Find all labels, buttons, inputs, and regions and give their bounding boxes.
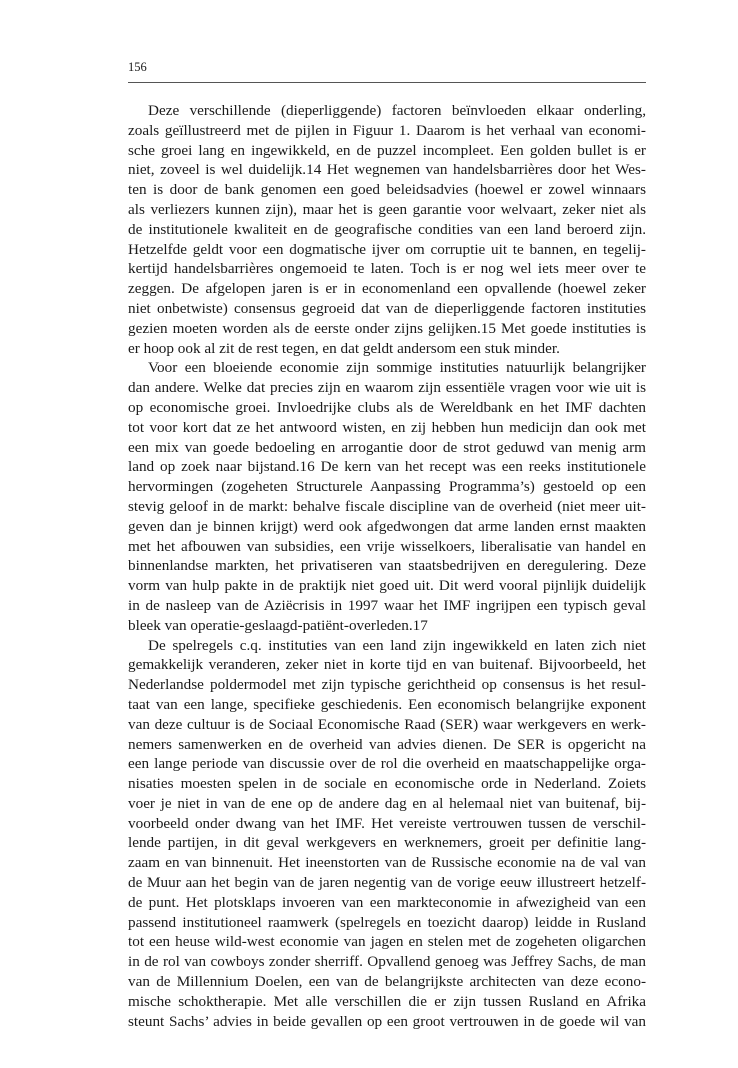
text-line: van de Millennium Doelen, een van de belangrijkste architecten van deze econo- <box>128 973 646 991</box>
text-line: een mix van goede bedoeling en arrogantie door de strot geduwd van menig arm <box>128 438 646 456</box>
text-line: nemers samenwerken en de overheid van advies dienen. De SER is opgericht na <box>128 735 646 753</box>
text-line: tot een heuse wild-west economie van jagen en stelen met de zogeheten oligarchen <box>128 933 646 951</box>
text-line: voer je niet in van de ene op de andere dag en al helemaal niet van buitenaf, bij- <box>128 794 646 812</box>
header-rule <box>128 82 646 83</box>
text-line: zeggen. De afgelopen jaren is er in economenland een opvallende (hoewel zeker <box>128 280 646 298</box>
text-line: er hoop ook al zit de rest tegen, en dat geldt andersom een stuk minder. <box>128 339 560 357</box>
text-line: in de nasleep van de Aziëcrisis in 1997 waar het IMF ingrijpen een typisch geval <box>128 596 646 614</box>
text-line: voorbeeld onder dwang van het IMF. Het vereiste vertrouwen tussen de verschil- <box>128 814 646 832</box>
text-line: niet, zoveel is wel duidelijk.14 Het wegnemen van handelsbarrières door het Wes- <box>128 161 646 179</box>
text-line: De spelregels c.q. instituties van een land zijn ingewikkeld en laten zich niet <box>148 636 646 654</box>
text-line: nisaties moesten spelen in de sociale en economische orde in Nederland. Zoiets <box>128 775 646 793</box>
text-line: gezien moeten worden als de eerste onder zijns gelijken.15 Met goede instituties is <box>128 319 646 337</box>
text-line: de punt. Het plotsklaps invoeren van een markteconomie in afwezigheid van een <box>128 893 646 911</box>
text-line: geven dan je binnen krijgt) werd ook afgedwongen dat arme landen ernst maakten <box>128 517 646 535</box>
text-line: vorm van hulp pakte in de praktijk niet goed uit. Dit werd vooral pijnlijk duidelijk <box>128 577 646 595</box>
text-line: dan andere. Welke dat precies zijn en waarom zijn essentiële vragen voor wie uit is <box>128 379 646 397</box>
text-line: van deze cultuur is de Sociaal Economische Raad (SER) waar werkgevers en werk- <box>128 715 646 733</box>
text-line: binnenlandse markten, het privatiseren van staatsbedrijven en deregulering. Deze <box>128 557 646 575</box>
text-line: de institutionele kwaliteit en de geografische condities van een land beroerd zijn. <box>128 220 646 238</box>
text-line: Hetzelfde geldt voor een dogmatische ijver om corruptie uit te bannen, en tegelij- <box>128 240 646 258</box>
text-line: sche groei lang en ingewikkeld, en de puzzel incompleet. Een golden bullet is er <box>128 141 646 159</box>
text-line: hervormingen (zogeheten Structurele Aanpassing Programma’s) gestoeld op een <box>128 478 646 496</box>
text-line: ten is door de bank genomen een goed beleidsadvies (hoewel er zowel winnaars <box>128 181 646 199</box>
text-line: stevig geloof in de markt: behalve fiscale discipline van de overheid (niet meer uit- <box>128 497 646 515</box>
text-line: als verliezers kunnen zijn), maar het is geen garantie voor welvaart, zeker niet als <box>128 200 646 218</box>
text-line: op economische groei. Invloedrijke clubs als de Wereldbank en het IMF dachten <box>128 398 646 416</box>
text-line: taat van een lange, specifieke geschiedenis. Een economisch belangrijke exponent <box>128 695 646 713</box>
text-line: zaam en van binnenuit. Het ineenstorten van de Russische economie na de val van <box>128 854 646 872</box>
text-line: niet onbetwiste) consensus gegroeid dat van de dieperliggende factoren instituties <box>128 299 646 317</box>
body-text <box>128 101 646 1031</box>
text-line: gemakkelijk veranderen, zeker niet in korte tijd en van buitenaf. Bijvoorbeeld, het <box>128 656 646 674</box>
text-line: zoals geïllustreerd met de pijlen in Figuur 1. Daarom is het verhaal van economi- <box>128 121 646 139</box>
text-line: lende partijen, in dit geval werkgevers en werknemers, groeit per definitie lang- <box>128 834 646 852</box>
text-line: tot voor kort dat ze het antwoord wisten, en zij hebben hun medicijn dan ook met <box>128 418 646 436</box>
text-line: Nederlandse poldermodel met zijn typische gerichtheid op consensus is het resul- <box>128 676 646 694</box>
text-line: kertijd handelsbarrières ongemoeid te laten. Toch is er nog wel iets meer over te <box>128 260 646 278</box>
text-line: land op zoek naar bijstand.16 De kern van het recept was een reeks institutionele <box>128 458 646 476</box>
text-line: Deze verschillende (dieperliggende) factoren beïnvloeden elkaar onderling, <box>148 102 646 119</box>
text-line: Voor een bloeiende economie zijn sommige instituties natuurlijk belangrijker <box>148 359 646 377</box>
text-line: de Muur aan het begin van de jaren negentig van de vorige eeuw illustreert hetzelf- <box>128 874 646 892</box>
text-line: steunt Sachs’ advies in beide gevallen op een groot vertrouwen in de goede wil van <box>128 1012 646 1030</box>
text-line: passend institutioneel raamwerk (spelregels en toezicht daarop) leidde in Rusland <box>128 913 646 931</box>
text-line: in de rol van cowboys zonder sherriff. Opvallend genoeg was Jeffrey Sachs, de man <box>128 953 646 971</box>
page-number: 156 <box>128 60 147 74</box>
text-line: bleek van operatie-geslaagd-patiënt-overleden.17 <box>128 616 428 634</box>
text-line: een lange periode van discussie over de rol die overheid en maatschappelijke orga- <box>128 755 646 773</box>
text-line: mische schoktherapie. Met alle verschillen die er zijn tussen Rusland en Afrika <box>128 992 646 1010</box>
text-line: met het afbouwen van subsidies, een vrije wisselkoers, liberalisatie van handel en <box>128 537 646 555</box>
